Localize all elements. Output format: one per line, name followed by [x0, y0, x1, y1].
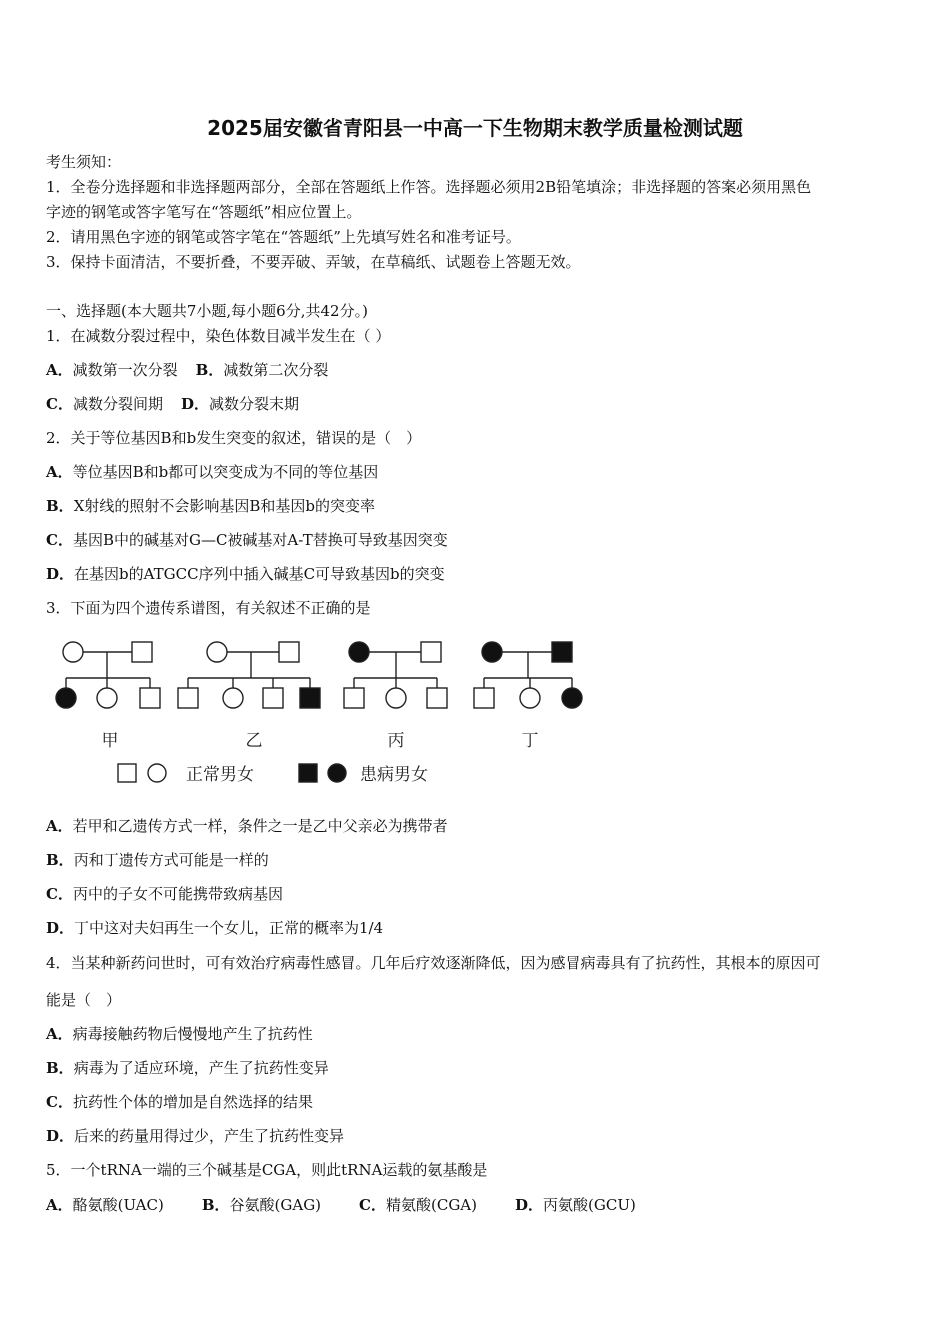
- question-2-stem: 2．关于等位基因B和b发生突变的叙述，错误的是（ ）: [46, 429, 422, 447]
- option-c: 减数分裂间期: [72, 395, 163, 413]
- affected-female-symbol: [349, 642, 369, 662]
- question-2-option-d: D．在基因b的ATGCC序列中插入碱基C可导致基因b的突变: [46, 565, 445, 583]
- affected-female-symbol: [56, 688, 76, 708]
- option-b: 谷氨酸(GAG): [229, 1196, 322, 1214]
- normal-male-symbol: [279, 642, 299, 662]
- normal-male-symbol: [427, 688, 447, 708]
- option-b: 减数第二次分裂: [223, 361, 329, 379]
- legend-normal-female-symbol: [148, 764, 166, 782]
- pedigree-bing: [344, 642, 447, 708]
- normal-female-symbol: [223, 688, 243, 708]
- normal-female-symbol: [520, 688, 540, 708]
- legend-affected-label: 患病男女: [360, 765, 428, 785]
- normal-male-symbol: [132, 642, 152, 662]
- normal-male-symbol: [263, 688, 283, 708]
- option-d: 丙氨酸(GCU): [543, 1196, 636, 1214]
- option-d: 减数分裂末期: [208, 395, 299, 413]
- question-5-stem: 5．一个tRNA一端的三个碱基是CGA，则此tRNA运载的氨基酸是: [46, 1161, 488, 1179]
- pedigree-label-bing: 丙: [387, 731, 405, 751]
- pedigree-yi: [178, 642, 320, 708]
- question-4-stem-cont: 能是（ ）: [46, 991, 122, 1009]
- question-3-stem: 3．下面为四个遗传系谱图，有关叙述不正确的是: [46, 599, 371, 617]
- pedigree-figure: [46, 630, 591, 795]
- question-2-option-a: A．等位基因B和b都可以突变成为不同的等位基因: [46, 463, 379, 481]
- option-label: C．: [46, 395, 73, 413]
- option-a: 酪氨酸(UAC): [72, 1196, 164, 1214]
- question-5-options: A．酪氨酸(UAC) B．谷氨酸(GAG) C．精氨酸(CGA) D．丙氨酸(GCU): [46, 1196, 636, 1214]
- affected-male-symbol: [552, 642, 572, 662]
- normal-male-symbol: [344, 688, 364, 708]
- legend-affected-male-symbol: [299, 764, 317, 782]
- normal-female-symbol: [63, 642, 83, 662]
- notice-item-1: 1．全卷分选择题和非选择题两部分，全部在答题纸上作答。选择题必须用2B铅笔填涂；非选择题的答案必须用黑色: [46, 178, 812, 196]
- question-2-option-c: C．基因B中的碱基对G—C被碱基对A-T替换可导致基因突变: [46, 531, 448, 549]
- notice-item-3: 3．保持卡面清洁，不要折叠，不要弄破、弄皱，在草稿纸、试题卷上答题无效。: [46, 253, 581, 271]
- pedigree-jia: [56, 642, 160, 708]
- affected-male-symbol: [300, 688, 320, 708]
- affected-female-symbol: [482, 642, 502, 662]
- option-label: D．: [180, 395, 209, 413]
- question-1-options-row-1: [46, 360, 328, 380]
- question-3-option-b: B．丙和丁遗传方式可能是一样的: [46, 851, 269, 869]
- pedigree-label-jia: 甲: [101, 731, 119, 751]
- pedigree-label-yi: 乙: [245, 731, 263, 751]
- option-a: 减数第一次分裂: [72, 361, 178, 379]
- normal-female-symbol: [207, 642, 227, 662]
- option-c: 精氨酸(CGA): [386, 1196, 477, 1214]
- option-label: B．: [195, 361, 224, 379]
- legend-normal-label: 正常男女: [186, 765, 254, 785]
- normal-male-symbol: [178, 688, 198, 708]
- question-1-stem: 1．在减数分裂过程中，染色体数目减半发生在（ ）: [46, 327, 391, 345]
- legend-normal-male-symbol: [118, 764, 136, 782]
- question-3-option-c: C．丙中的子女不可能携带致病基因: [46, 885, 283, 903]
- question-4-option-b: B．病毒为了适应环境，产生了抗药性变异: [46, 1059, 329, 1077]
- normal-male-symbol: [421, 642, 441, 662]
- affected-female-symbol: [562, 688, 582, 708]
- section-heading: 一、选择题(本大题共7小题,每小题6分,共42分。): [46, 302, 368, 320]
- normal-female-symbol: [386, 688, 406, 708]
- option-label: A．: [46, 361, 73, 379]
- question-4-stem: 4．当某种新药问世时，可有效治疗病毒性感冒。几年后疗效逐渐降低，因为感冒病毒具有了抗药性，其根本的原因可: [46, 954, 821, 972]
- question-3-option-a: A．若甲和乙遗传方式一样，条件之一是乙中父亲必为携带者: [46, 817, 448, 835]
- normal-female-symbol: [97, 688, 117, 708]
- question-4-option-d: D．后来的药量用得过少，产生了抗药性变异: [46, 1127, 345, 1145]
- question-4-option-a: A．病毒接触药物后慢慢地产生了抗药性: [46, 1025, 313, 1043]
- pedigree-ding: [474, 642, 582, 708]
- notice-heading: 考生须知：: [46, 153, 122, 171]
- legend-affected-female-symbol: [328, 764, 346, 782]
- question-2-option-b: B．X射线的照射不会影响基因B和基因b的突变率: [46, 497, 375, 515]
- pedigree-label-ding: 丁: [521, 731, 539, 751]
- normal-male-symbol: [140, 688, 160, 708]
- page-title: 2025届安徽省青阳县一中高一下生物期末教学质量检测试题: [207, 116, 743, 140]
- question-3-option-d: D．丁中这对夫妇再生一个女儿，正常的概率为1/4: [46, 919, 384, 937]
- question-4-option-c: C．抗药性个体的增加是自然选择的结果: [46, 1093, 313, 1111]
- question-1-options-row-2: [46, 394, 299, 414]
- normal-male-symbol: [474, 688, 494, 708]
- notice-item-2: 2．请用黑色字迹的钢笔或答字笔在“答题纸”上先填写姓名和准考证号。: [46, 228, 521, 246]
- notice-item-1-cont: 字迹的钢笔或答字笔写在“答题纸”相应位置上。: [46, 203, 362, 221]
